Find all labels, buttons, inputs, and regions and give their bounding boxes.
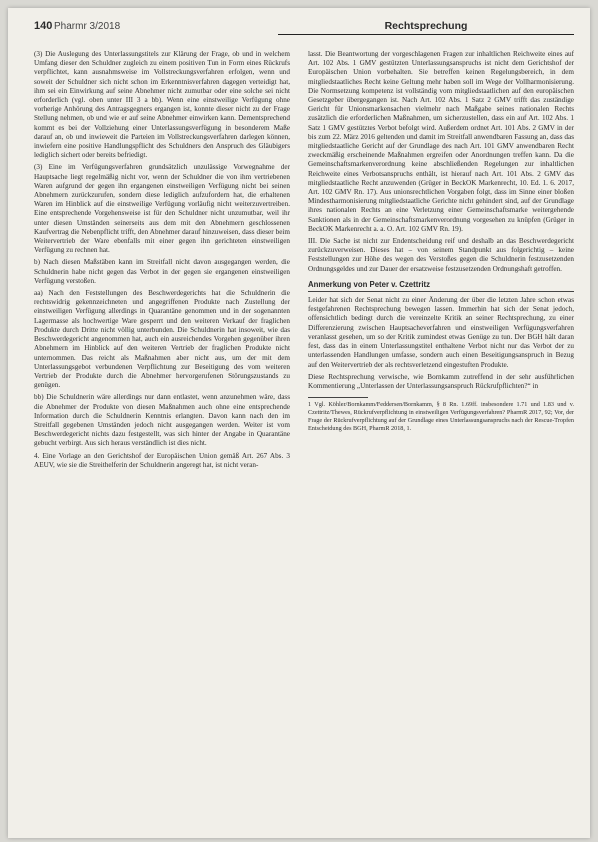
paragraph: bb) Die Schuldnerin wäre allerdings nur dann entlastet, wenn anzunehmen wäre, dass die Abnehmer der Produkte von diesen Maßnahmen auch ohne eine entsprechende Information durch die Schuldnerin Kenntnis erlangten. Davon kann nach den im Streitfall gegebenen Umständen jedoch nicht ausgegangen werden. Weiter ist vom Beschwerdegericht nichts dazu festgestellt, was sich hinter der Angabe in Quarantäne gebucht verbirgt. Aus sich heraus verständlich ist dies nicht.	[34, 393, 290, 448]
page-number: 140	[34, 20, 53, 32]
paragraph: (3) Eine im Verfügungsverfahren grundsätzlich unzulässige Vorwegnahme der Hauptsache liegt regelmäßig nicht vor, wenn der Schuldner die von ihm vertriebenen Waren aufgrund der gegen ihn ergangenen einstweiligen Verfügung nicht bei seinen Abnehmern zurückzurufen, sondern diese lediglich aufzufordern hat, die erhaltenen Waren im Hinblick auf die einstweilige Verfügung vorläufig nicht weiterzuvertreiben. Eine entsprechende Vorgehensweise ist für den Schuldner nicht unzumutbar, weil ihr unter diesen Umständen seinerseits aus dem mit den Abnehmern geschlossenen Kaufvertrag die Nebenpflicht trifft, den Abnehmer darauf hinzuweisen, dass dieser beim Weitervertrieb der Ware ebenfalls mit einer gegen ihn gerichteten einstweiligen Verfügung zu rechnen hat.	[34, 163, 290, 255]
paragraph: (3) Die Auslegung des Unterlassungstitels zur Klärung der Frage, ob und in welchem Umfang dieser den Schuldner zugleich zu einem positiven Tun in Form eines Rückrufs verpflichtet, kann ausnahmsweise im Vollstreckungsverfahren erfolgen, wenn und soweit der Schuldner sich nicht schon im Erkenntnisverfahren dagegen verteidigt hat, ihm sei ein Einwirkung auf seine Abnehmer nicht zumutbar oder eine solche sei nicht erforderlich (vgl. oben unter III 3 a bb). Wenn eine einstweilige Verfügung ohne vorherige Anhörung des Antragsgegners ergangen ist, konnte dieser nicht zu der Frage Stellung nehmen, ob und wie er auf seine Abnehmer einwirken kann. Dementsprechend kommt es bei der Vollziehung einer Unterlassungsverfügung in besonderem Maße darauf an, ob und inwieweit die Parteien im Vollstreckungsverfahren darlegen können, inwiefern eine positive Handlungspflicht des Schuldners den Anspruch des Gläubigers lediglich sichert oder bereits befriedigt.	[34, 50, 290, 160]
journal-reference: Pharmr 3/2018	[54, 21, 121, 32]
footnote: 1 Vgl. Köhler/Bornkamm/Feddersen/Bornkamm, § 8 Rn. 1.69ff. insbesondere 1.71 und 1.83 und v. Czettritz/Thewes, Rückrufverpflichtung in einstweiligen Verfügungsverfahren? PharmR 2017, 92; Vor, der Frage der Rückrufverpflichtung auf der Grundlage eines Unterlassungsanspruchs nach der Rescue-Tropfen Entscheidung des BGH, PharmR 2018, 1.	[308, 401, 574, 432]
page-header	[34, 20, 574, 46]
paragraph: lasst. Die Beantwortung der vorgeschlagenen Fragen zur inhaltlichen Reichweite eines auf Art. 102 Abs. 1 GMV gestützten Unterlassungsanspruchs ist nicht dem Gerichtshof der Europäischen Union vorbehalten. Sie betreffen keinen Regelungsbereich, in dem mitgliedstaatliches Recht keine Geltung mehr haben soll im Wege der Vollharmonisierung. Die Normsetzung kompetenz ist vollständig vom mitgliedstaatlichen auf den europäischen Gesetzgeber übergegangen ist. Nach Art. 102 Abs. 1 Satz 2 GMV trifft das zuständige Gericht für Unionsmarkensachen vielmehr nach Maßgabe seines nationalen Rechts zusätzlich die erforderlichen Maßnahmen, um sicherzustellen, dass ein auf Art. 102 Abs. 1 Satz 1 GMV gestütztes Verbot befolgt wird. Außerdem ordnet Art. 101 Abs. 2 GMV in der bis zum 22. März 2016 geltenden und damit im Streitfall anwendbaren Fassung an, dass das mitgliedstaatliche Gericht auf der Grundlage des nach Art. 101 GMV anwendbaren Recht zweckmäßig erscheinende Maßnahmen ergreifen oder Anordnungen treffen kann. Da die Gemeinschaftsmarkenverordnung keine abschließenden Regelungen zur inhaltlichen Reichweite eines Verbotsanspruchs enthält, ist hierauf nach Art. 101 Abs. 2 GMV das mitgliedstaatliche Recht anzuwenden (Grüger in BeckOK Markenrecht, 10. Ed. 1. 6. 2017, Art. 102 GMV Rn. 17). Aus unionsrechtlichen Vorgaben folgt, dass im Sinne einer bloßen Mindestharmonisierung mitgliedstaatliche Gerichte nicht gehindert sind, auf der Grundlage ihres nationalen Rechts an eine Verletzung einer Gemeinschaftsmarke weitergehende Sanktionen als in der Gemeinschaftsmarkenverordnung vorgesehen zu knüpfen (Grüger in BeckOK Markenrecht a. a. O. Art. 102 GMV Rn. 19).	[308, 50, 574, 233]
paragraph: b) Nach diesen Maßstäben kann im Streitfall nicht davon ausgegangen werden, die Schuldnerin habe nicht gegen das Verbot in der gegen sie ergangenen einstweiligen Verfügung verstoßen.	[34, 258, 290, 285]
paragraph: 4. Eine Vorlage an den Gerichtshof der Europäischen Union gemäß Art. 267 Abs. 3 AEUV, wie sie die Streithelferin der Schuldnerin angeregt hat, ist nicht veran-	[34, 451, 290, 469]
paragraph: aa) Nach den Feststellungen des Beschwerdegerichts hat die Schuldnerin die rechtswidrig gekennzeichneten und angegriffenen Produkte nach Zustellung der einstweiligen Verfügung allerdings in Quarantäne genommen und in der sogenannten Lagermasse als hochwertige Ware gesperrt und den weiteren Verkauf der fraglichen Produkte durch Dritte nicht völlig unterbunden. Die Schuldnerin hat insoweit, wie das Beschwerdegericht angenommen hat, auch ein ausreichendes Vorgehen gegenüber ihren Abnehmern im Hinblick auf den weiteren Vertrieb der fraglichen Produkte nicht unternommen. Das reicht als Maßnahmen aber nicht aus, um der mit dem Unterlassungsgebot verbundenen Verpflichtung zur Beseitigung des vom weiteren Vertrieb der Produkte durch die Abnehmer hervorgerufenen Störungszustands zu genügen.	[34, 289, 290, 390]
left-column	[34, 50, 290, 828]
section-title: Rechtsprechung	[278, 20, 574, 35]
paragraph: III. Die Sache ist nicht zur Endentscheidung reif und deshalb an das Beschwerdegericht zurückzuverweisen. Dieses hat – von seinem Standpunkt aus folgerichtig – keine Feststellungen zur Höhe des wegen des Verstoßes gegen die Schuldnerin festzusetzenden Ordnungsgeldes und zur Dauer der ersatzweise festzusetzenden Ordnungshaft getroffen.	[308, 237, 574, 273]
footnote-divider	[308, 397, 368, 398]
document-page	[8, 8, 590, 838]
right-column	[308, 50, 574, 828]
comment-heading: Anmerkung von Peter v. Czettritz	[308, 280, 574, 292]
comment-paragraph: Diese Rechtsprechung verwische, wie Bornkamm zutreffend in der sehr ausführlichen Kommentierung „Unterlassen der Unterlassungsanspruch Rückrufpflichten?“ in	[308, 372, 574, 390]
comment-paragraph: Leider hat sich der Senat nicht zu einer Änderung der über die letzten Jahre schon etwas festgefahrenen Rechtsprechung bewegen lassen. Immerhin hat sich der Senat jedoch, offensichtlich bedingt durch die vereinzelte Kritik an seiner Rechtsprechung, zu einer Differenzierung zwischen Hauptsacheverfahren und einstweiligen Verfügungsverfahren veranlasst gesehen, um so der Kritik zumindest etwas Genüge zu tun. Der BGH hält daran fest, dass das in einem Unterlassungstitel enthaltene Verbot nicht nur das Verbot der zu unterlassenden Handlungen umfasse, sondern auch einen Beseitigungsanspruch in Bezug auf den Weitervertrieb der als rechtsverletzend eingestuften Produkte.	[308, 296, 574, 369]
